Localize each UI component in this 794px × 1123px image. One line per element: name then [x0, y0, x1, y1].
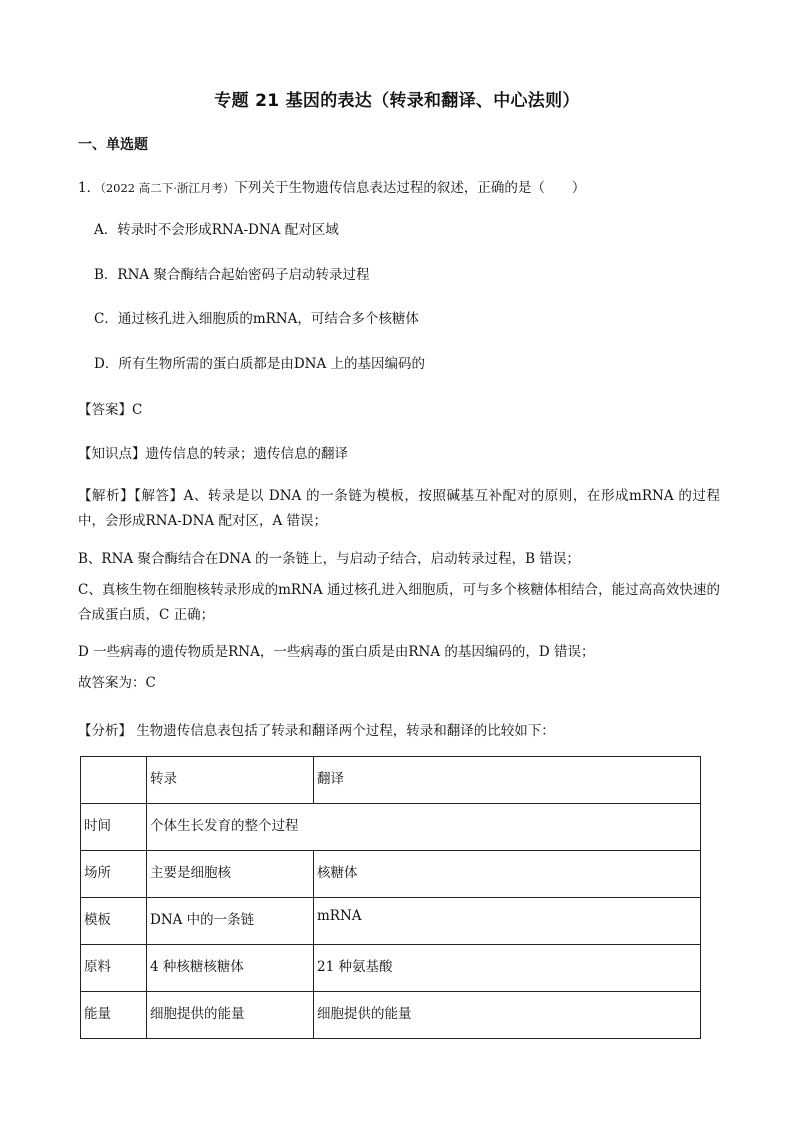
- table-cell: 细胞提供的能量: [147, 992, 314, 1039]
- table-cell: 核糖体: [314, 851, 701, 898]
- table-row: [81, 898, 701, 945]
- table-cell: 个体生长发育的整个过程: [147, 804, 701, 851]
- table-header-row: [81, 757, 701, 804]
- question-stem: [78, 176, 585, 196]
- table-row-label: 模板: [81, 898, 147, 945]
- knowledge-points: 【知识点】遗传信息的转录；遗传信息的翻译: [78, 446, 348, 462]
- analysis-summary: 【分析】 生物遗传信息表包括了转录和翻译两个过程，转录和翻译的比较如下：: [78, 723, 555, 739]
- option-a: A．转录时不会形成RNA-DNA 配对区域: [94, 222, 339, 238]
- section-heading: 一、单选题: [78, 137, 148, 153]
- option-c: C．通过核孔进入细胞质的mRNA，可结合多个核糖体: [94, 311, 419, 327]
- question-number: 1．: [78, 180, 101, 196]
- table-row-label: 能量: [81, 992, 147, 1039]
- analysis-paragraph: 【解析】【解答】A、转录是以 DNA 的一条链为模板，按照碱基互补配对的原则，在形成mRNA 的过程中，会形成RNA-DNA 配对区，A 错误；: [78, 488, 720, 529]
- answer: 【答案】C: [78, 402, 143, 418]
- table-row-label: 原料: [81, 945, 147, 992]
- table-row: [81, 992, 701, 1039]
- analysis-paragraph: B、RNA 聚合酶结合在DNA 的一条链上，与启动子结合，启动转录过程，B 错误；: [78, 551, 580, 567]
- table-cell: 主要是细胞核: [147, 851, 314, 898]
- table-row: [81, 851, 701, 898]
- table-header-cell: 转录: [147, 757, 314, 804]
- question-source: （2022 高二下·浙江月考）: [100, 181, 235, 195]
- table-header-cell: 翻译: [314, 757, 701, 804]
- table-cell: DNA 中的一条链: [147, 898, 314, 945]
- analysis-paragraph: D 一些病毒的遗传物质是RNA，一些病毒的蛋白质是由RNA 的基因编码的，D 错误；: [78, 644, 595, 660]
- table-cell: [81, 757, 147, 804]
- table-row: [81, 804, 701, 851]
- table-cell: 4 种核糖核糖体: [147, 945, 314, 992]
- document-title: 专题 21 基因的表达（转录和翻译、中心法则）: [214, 91, 580, 111]
- analysis-conclusion: 故答案为：C: [78, 675, 156, 691]
- table-row: [81, 945, 701, 992]
- table-cell: 细胞提供的能量: [314, 992, 701, 1039]
- option-d: D．所有生物所需的蛋白质都是由DNA 上的基因编码的: [94, 356, 425, 372]
- table-cell: 21 种氨基酸: [314, 945, 701, 992]
- table-cell: mRNA: [314, 898, 701, 945]
- option-b: B．RNA 聚合酶结合起始密码子启动转录过程: [94, 267, 370, 283]
- table-row-label: 时间: [81, 804, 147, 851]
- analysis-paragraph: C、真核生物在细胞核转录形成的mRNA 通过核孔进入细胞质，可与多个核糖体相结合，能过高高效快速的合成蛋白质，C 正确；: [78, 582, 720, 623]
- comparison-table: [80, 756, 701, 1039]
- question-text: 下列关于生物遗传信息表达过程的叙述，正确的是（ ）: [234, 180, 586, 196]
- table-row-label: 场所: [81, 851, 147, 898]
